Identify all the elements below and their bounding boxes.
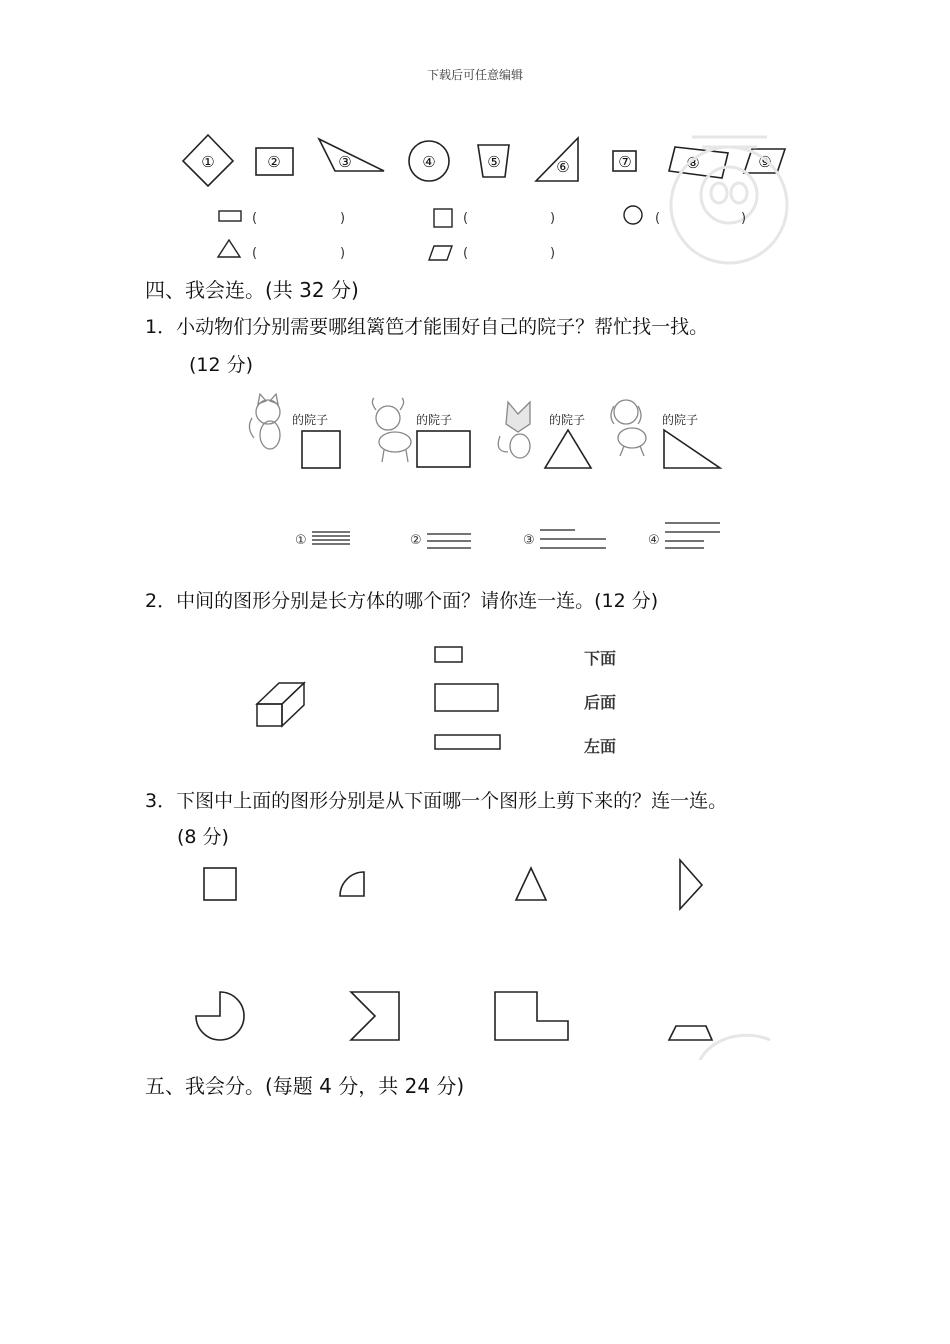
fence-number-3: ③ [523, 533, 535, 548]
dog-yard-right-triangle [664, 430, 720, 468]
blank-close-5: ) [550, 246, 556, 261]
cut-pieces-row [180, 850, 740, 920]
face-label-bottom: 下面 [584, 649, 617, 668]
circle-icon [624, 206, 642, 224]
fence-number-4: ④ [648, 533, 660, 548]
blank-close-1: ) [340, 211, 346, 226]
square-icon [434, 209, 452, 227]
face-large-rect [435, 684, 498, 711]
blank-close-3: ) [741, 211, 747, 226]
section4-title: 四、我会连。(共 32 分) [145, 278, 359, 302]
parallelogram-icon [429, 246, 452, 260]
fence-number-1: ① [295, 533, 307, 548]
blank-open-2: ( [463, 211, 469, 226]
ox-yard-label: 的院子 [416, 413, 453, 427]
section5-title: 五、我会分。(每题 4 分，共 24 分) [145, 1074, 465, 1098]
triangle-icon [218, 240, 240, 257]
shape-number-9: ⑨ [758, 153, 772, 171]
shape-number-3: ③ [338, 153, 352, 171]
fence-number-2: ② [410, 533, 422, 548]
fence-groups [290, 515, 730, 555]
shape-l-shape [495, 992, 568, 1040]
q1-score: (12 分) [189, 354, 254, 376]
cuboid-faces [250, 640, 510, 760]
shape-number-7: ⑦ [618, 153, 632, 171]
face-label-back: 后面 [584, 693, 617, 712]
q3-text: 3．下图中上面的图形分别是从下面哪一个图形上剪下来的？连一连。 [145, 790, 728, 812]
fox-yard-label: 的院子 [549, 413, 586, 427]
cat-icon [249, 394, 280, 449]
classify-blanks [0, 200, 950, 270]
header-note: 下载后可任意编辑 [426, 68, 523, 82]
animal-yards [240, 390, 740, 480]
piece-quarter-circle [340, 872, 364, 896]
piece-square [204, 868, 236, 900]
blank-close-4: ) [340, 246, 346, 261]
piece-side-triangle [680, 860, 702, 909]
cuboid-top [257, 683, 304, 704]
cuboid-front [257, 704, 282, 726]
face-small-rect [435, 647, 462, 662]
cuboid-side [282, 683, 304, 726]
shape-number-6: ⑥ [556, 158, 570, 176]
cat-yard-square [302, 431, 340, 468]
numbered-shapes-row [0, 125, 950, 200]
shape-number-5: ⑤ [487, 153, 501, 171]
shape-number-1: ① [201, 153, 215, 171]
cat-yard-label: 的院子 [292, 413, 329, 427]
ox-icon [372, 398, 411, 462]
piece-triangle [516, 868, 546, 900]
shape-number-8: ⑧ [686, 154, 700, 172]
blank-open-3: ( [655, 211, 661, 226]
q2-text: 2．中间的图形分别是长方体的哪个面？请你连一连。(12 分) [145, 590, 659, 612]
ox-yard-rectangle [417, 431, 470, 467]
blank-close-2: ) [550, 211, 556, 226]
shape-trapezoid [669, 1026, 712, 1040]
fox-icon [498, 402, 530, 458]
blank-open-1: ( [252, 211, 258, 226]
dog-icon [611, 400, 646, 456]
q1-text: 1．小动物们分别需要哪组篱笆才能围好自己的院子？帮忙找一找。 [145, 316, 709, 338]
face-label-left: 左面 [584, 737, 617, 756]
blank-open-5: ( [463, 246, 469, 261]
dog-yard-label: 的院子 [662, 413, 699, 427]
shape-number-2: ② [267, 153, 281, 171]
original-shapes-row [180, 980, 780, 1060]
fox-yard-triangle [545, 430, 591, 468]
shape-number-4: ④ [422, 153, 436, 171]
rectangle-icon [219, 211, 241, 221]
shape-three-quarter-circle [196, 992, 244, 1040]
q3-score: (8 分) [177, 826, 229, 848]
watermark-partial [700, 1035, 770, 1060]
blank-open-4: ( [252, 246, 258, 261]
shape-notched-square [351, 992, 399, 1040]
face-long-rect [435, 735, 500, 749]
